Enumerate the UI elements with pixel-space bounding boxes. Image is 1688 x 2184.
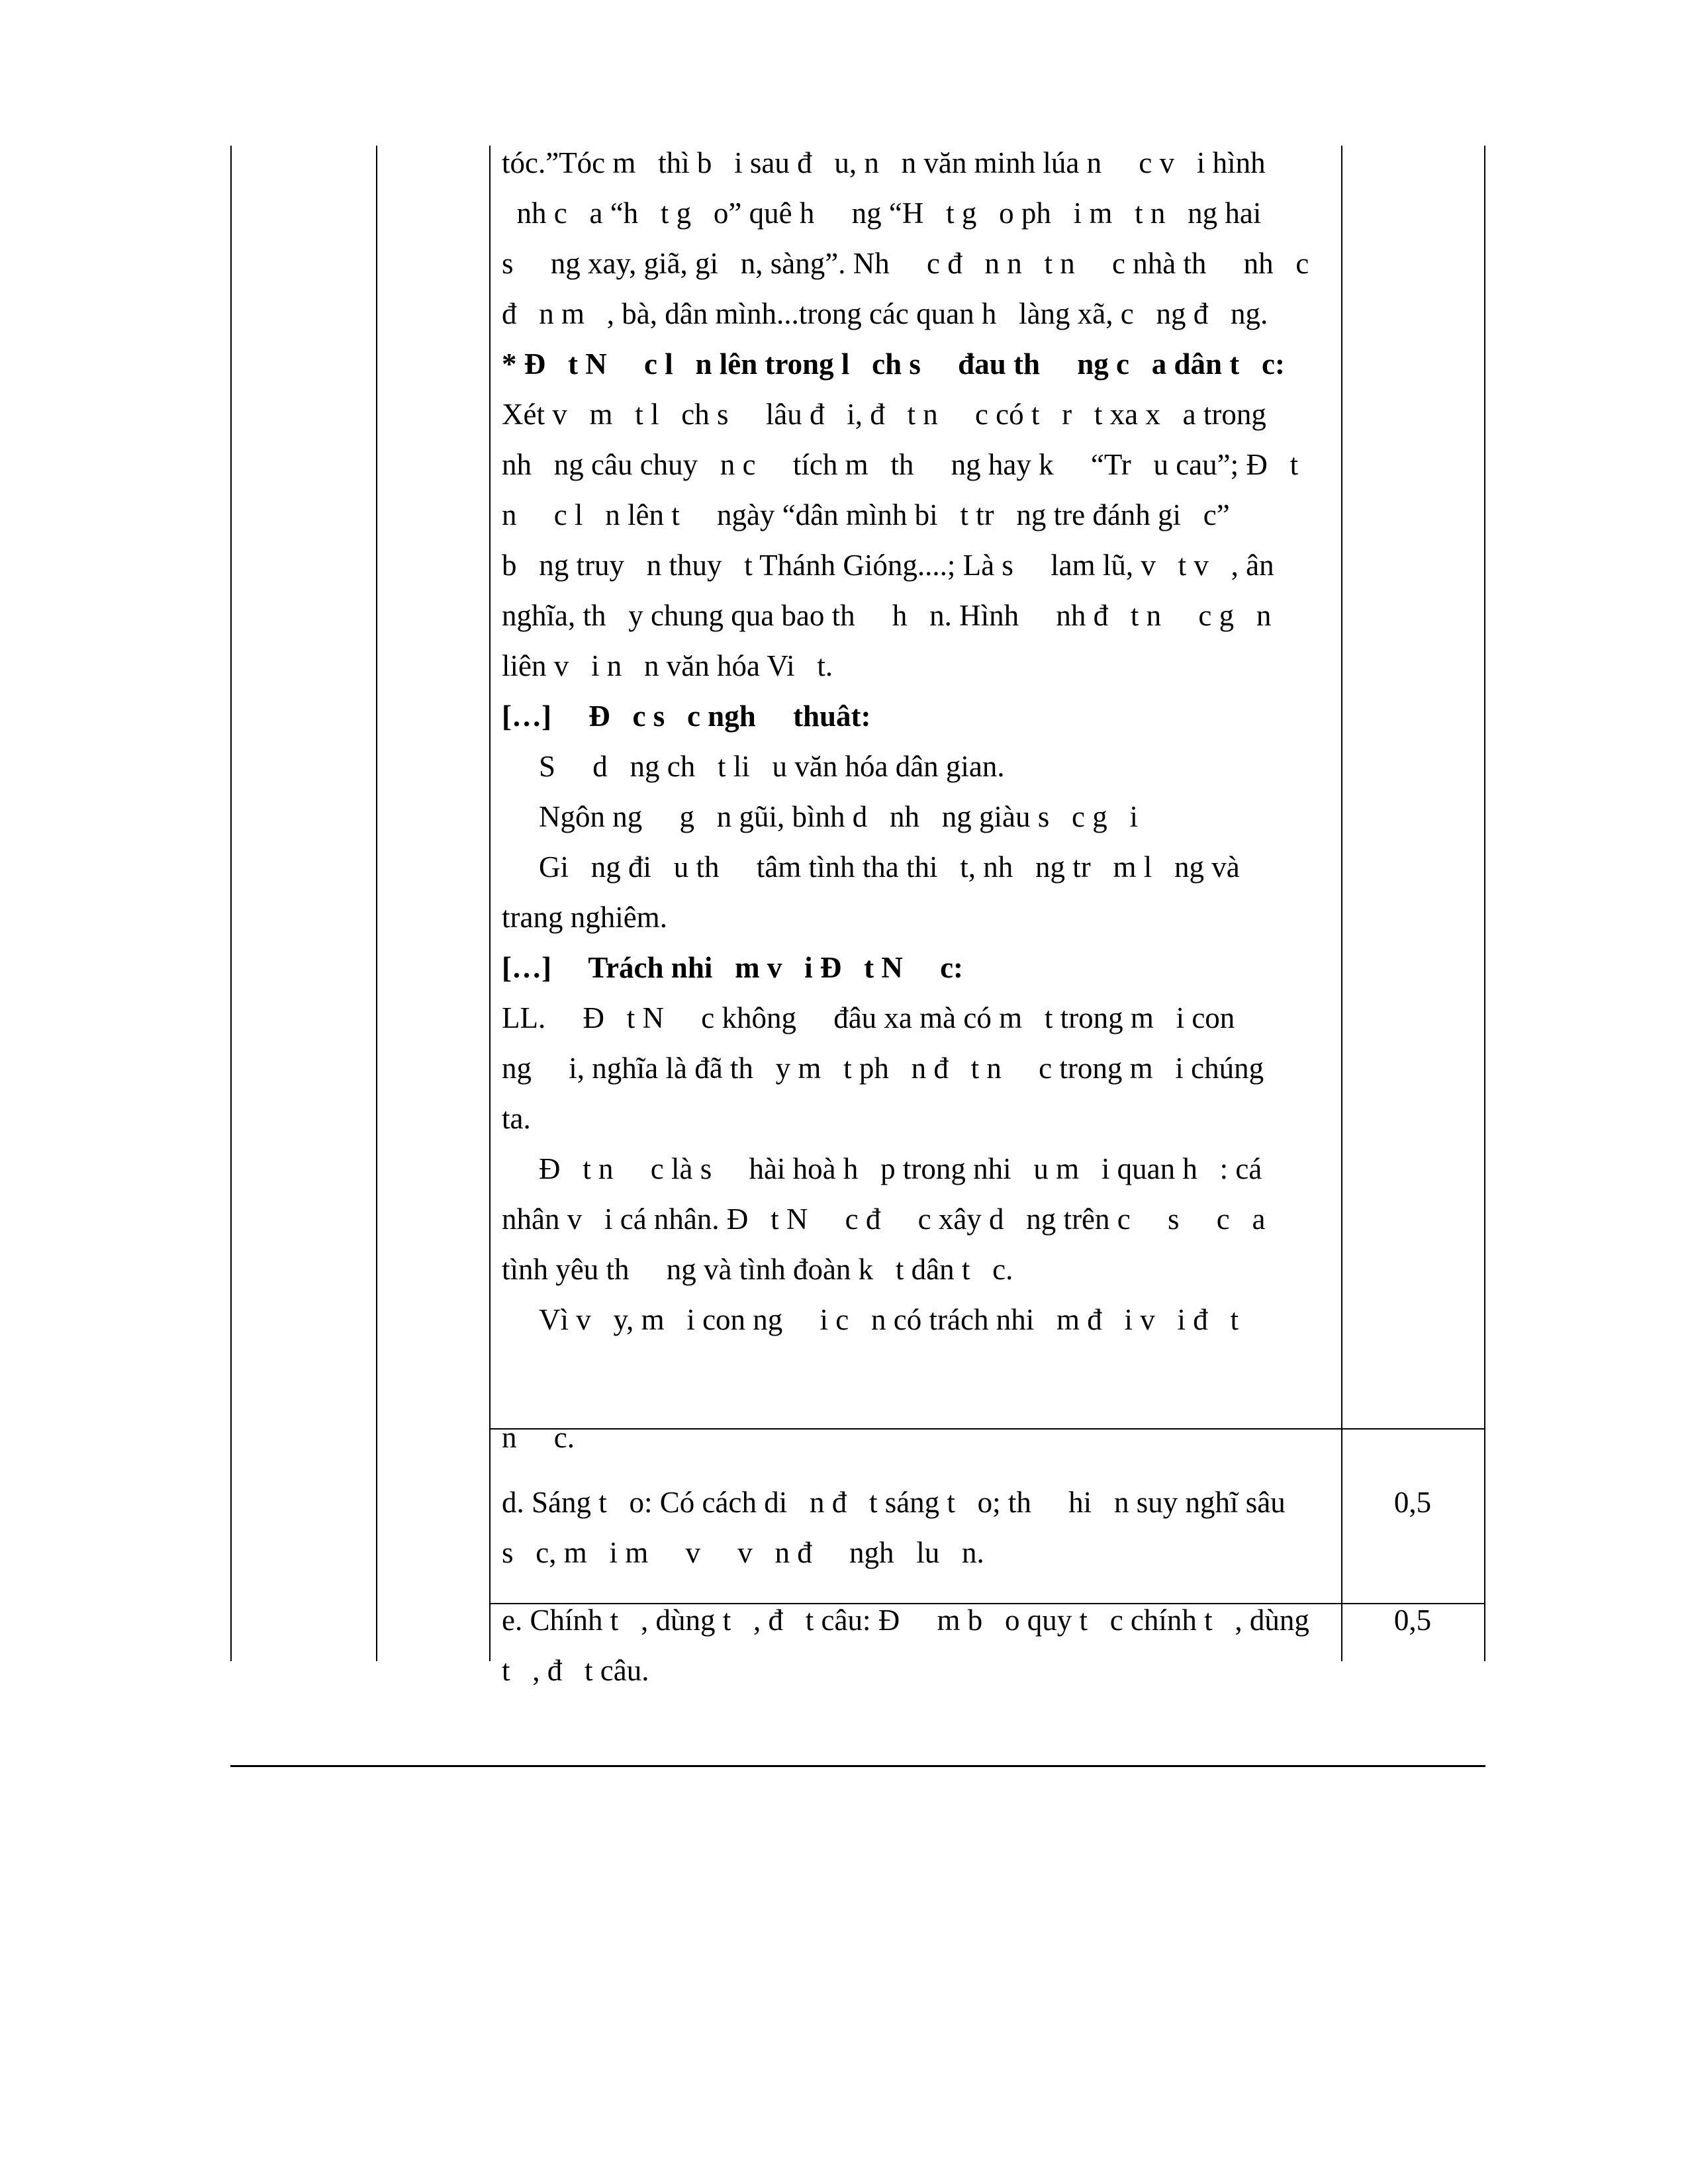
text-line: Ngôn ng g n gũi, bình d nh ng giàu s c g i: [539, 800, 1138, 833]
text-line: t , đ t câu.: [502, 1654, 649, 1687]
text-line: trang nghiêm.: [502, 901, 667, 934]
text-line: Vì v y, m i con ng i c n có trách nhi m đ i v i đ t: [539, 1303, 1239, 1336]
text-line: ta.: [502, 1102, 531, 1135]
text-line: nh ng câu chuy n c tích m th ng hay k “Tr u cau”; Đ t: [502, 448, 1299, 481]
table-col-divider-2: [489, 146, 491, 1661]
text-line: nhân v i cá nhân. Đ t N c đ c xây d ng trên c s c a: [502, 1203, 1266, 1236]
creativity-criterion: [502, 1477, 1329, 1578]
text-line: s ng xay, giã, gi n, sàng”. Nh c đ n n t n c nhà th nh c: [502, 247, 1309, 280]
continuation-cell: [502, 1412, 1329, 1463]
text-line: e. Chính t , dùng t , đ t câu: Đ m b o quy t c chính t , dùng: [502, 1604, 1309, 1637]
spelling-score: 0,5: [1393, 1604, 1432, 1637]
text-line: nghĩa, th y chung qua bao th h n. Hình nh đ t n c g n: [502, 599, 1272, 632]
text-line: b ng truy n thuy t Thánh Gióng....; Là s lam lũ, v t v , ân: [502, 549, 1274, 582]
text-line: tình yêu th ng và tình đoàn k t dân t c.: [502, 1253, 1013, 1286]
section-heading: * Đ t N c l n lên trong l ch s đau th ng c a dân t c:: [502, 347, 1285, 381]
table-right-border: [1484, 146, 1485, 1661]
text-line: ng i, nghĩa là đã th y m t ph n đ t n c trong m i chúng: [502, 1052, 1264, 1085]
table-left-border: [230, 146, 232, 1661]
text-line: tóc.”Tóc m thì b i sau đ u, n n văn minh lúa n c v i hình: [502, 146, 1266, 179]
text-line: d. Sáng t o: Có cách di n đ t sáng t o; th hi n suy nghĩ sâu: [502, 1486, 1286, 1519]
text-line: n c l n lên t ngày “dân mình bi t tr ng tre đánh gi c”: [502, 498, 1230, 531]
main-content-cell: [502, 138, 1329, 1345]
text-line: S d ng ch t li u văn hóa dân gian.: [539, 750, 1005, 783]
spelling-criterion: [502, 1595, 1329, 1696]
text-line: nh c a “h t g o” quê h ng “H t g o ph i m t n ng hai: [502, 197, 1262, 230]
text-line: n c.: [502, 1421, 575, 1454]
creativity-score: 0,5: [1393, 1486, 1432, 1519]
text-line: LL. Đ t N c không đâu xa mà có m t trong m i con: [502, 1001, 1235, 1034]
text-line: đ n m , bà, dân mình...trong các quan h làng xã, c ng đ ng.: [502, 297, 1268, 330]
page-bottom-rule: [230, 1765, 1485, 1767]
text-line: Gi ng đi u th tâm tình tha thi t, nh ng tr m l ng và: [539, 850, 1240, 884]
table-col-divider-1: [376, 146, 377, 1661]
text-line: liên v i n n văn hóa Vi t.: [502, 649, 833, 682]
text-line: Xét v m t l ch s lâu đ i, đ t n c có t r t xa x a trong: [502, 398, 1266, 431]
section-heading: […] Đ c s c ngh thuât:: [502, 700, 871, 733]
section-heading: […] Trách nhi m v i Đ t N c:: [502, 951, 964, 984]
text-line: s c, m i m v v n đ ngh lu n.: [502, 1536, 984, 1569]
table-col-divider-3: [1341, 146, 1342, 1661]
text-line: Đ t n c là s hài hoà h p trong nhi u m i quan h : cá: [539, 1152, 1262, 1185]
